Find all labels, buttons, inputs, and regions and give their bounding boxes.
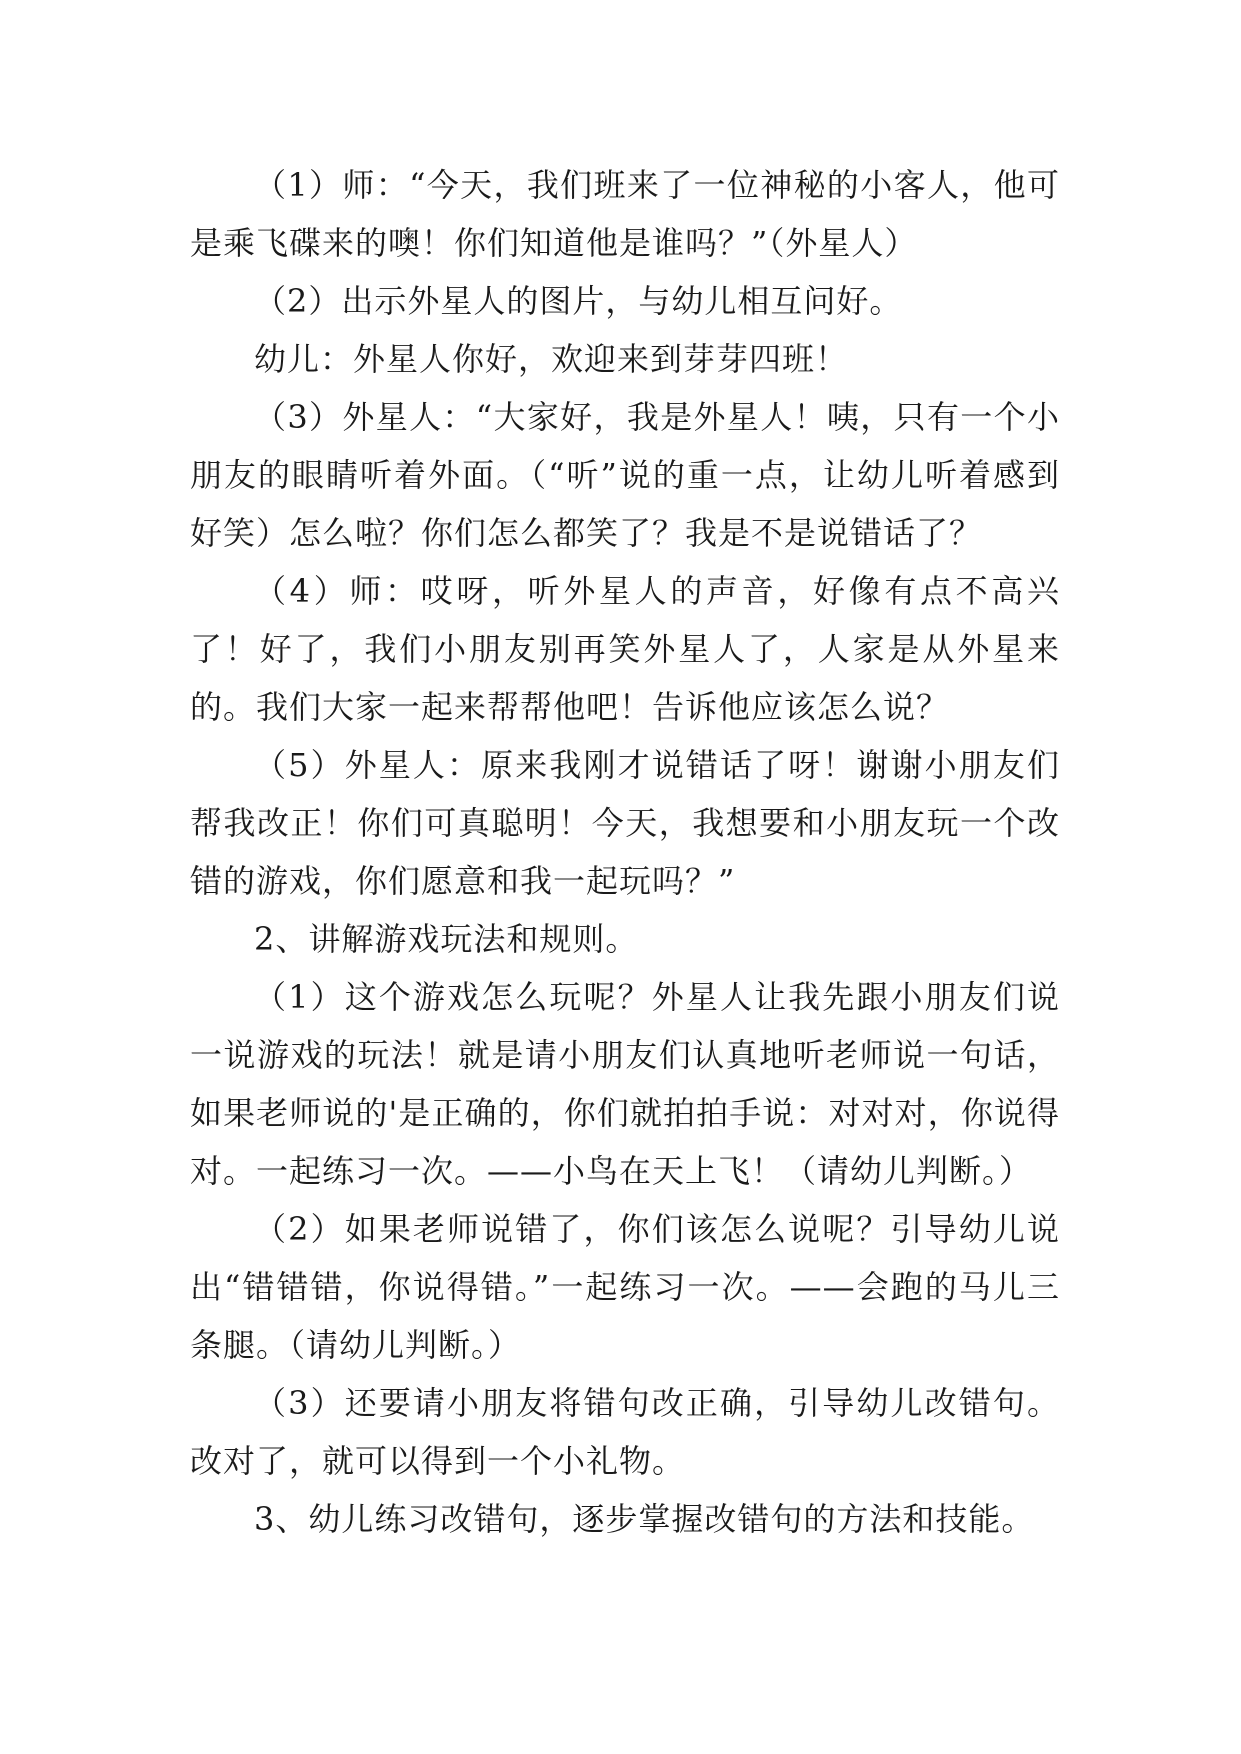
- paragraph-3: 幼儿：外星人你好，欢迎来到芽芽四班！: [254, 340, 849, 378]
- paragraph-2: （2）出示外星人的图片，与幼儿相互问好。: [254, 282, 903, 320]
- paragraph-6: （5）外星人：原来我刚才说错话了呀！谢谢小朋友们帮我改正！你们可真聪明！今天，我想要和小朋友玩一个改错的游戏，你们愿意和我一起玩吗？”: [190, 746, 1060, 900]
- paragraph-7: 2、讲解游戏玩法和规则。: [254, 920, 639, 958]
- paragraph-10: （3）还要请小朋友将错句改正确，引导幼儿改错句。改对了，就可以得到一个小礼物。: [190, 1384, 1060, 1480]
- document-body: [190, 156, 1060, 1548]
- paragraph-9: （2）如果老师说错了，你们该怎么说呢？引导幼儿说出“错错错，你说得错。”一起练习一次。——会跑的马儿三条腿。（请幼儿判断。）: [190, 1210, 1060, 1364]
- paragraph-1: （1）师：“今天，我们班来了一位神秘的小客人，他可是乘飞碟来的噢！你们知道他是谁吗？”（外星人）: [190, 166, 1060, 262]
- paragraph-8: （1）这个游戏怎么玩呢？外星人让我先跟小朋友们说一说游戏的玩法！就是请小朋友们认真地听老师说一句话，如果老师说的'是正确的，你们就拍拍手说：对对对，你说得对。一起练习一次。——小鸟在天上飞！（请幼儿判断。）: [190, 978, 1060, 1190]
- paragraph-4: （3）外星人：“大家好，我是外星人！咦，只有一个小朋友的眼睛听着外面。（“听”说的重一点，让幼儿听着感到好笑）怎么啦？你们怎么都笑了？我是不是说错话了？: [190, 398, 1060, 552]
- paragraph-5: （4）师：哎呀，听外星人的声音，好像有点不高兴了！好了，我们小朋友别再笑外星人了，人家是从外星来的。我们大家一起来帮帮他吧！告诉他应该怎么说？: [190, 572, 1060, 726]
- paragraph-11: 3、幼儿练习改错句，逐步掌握改错句的方法和技能。: [254, 1500, 1035, 1538]
